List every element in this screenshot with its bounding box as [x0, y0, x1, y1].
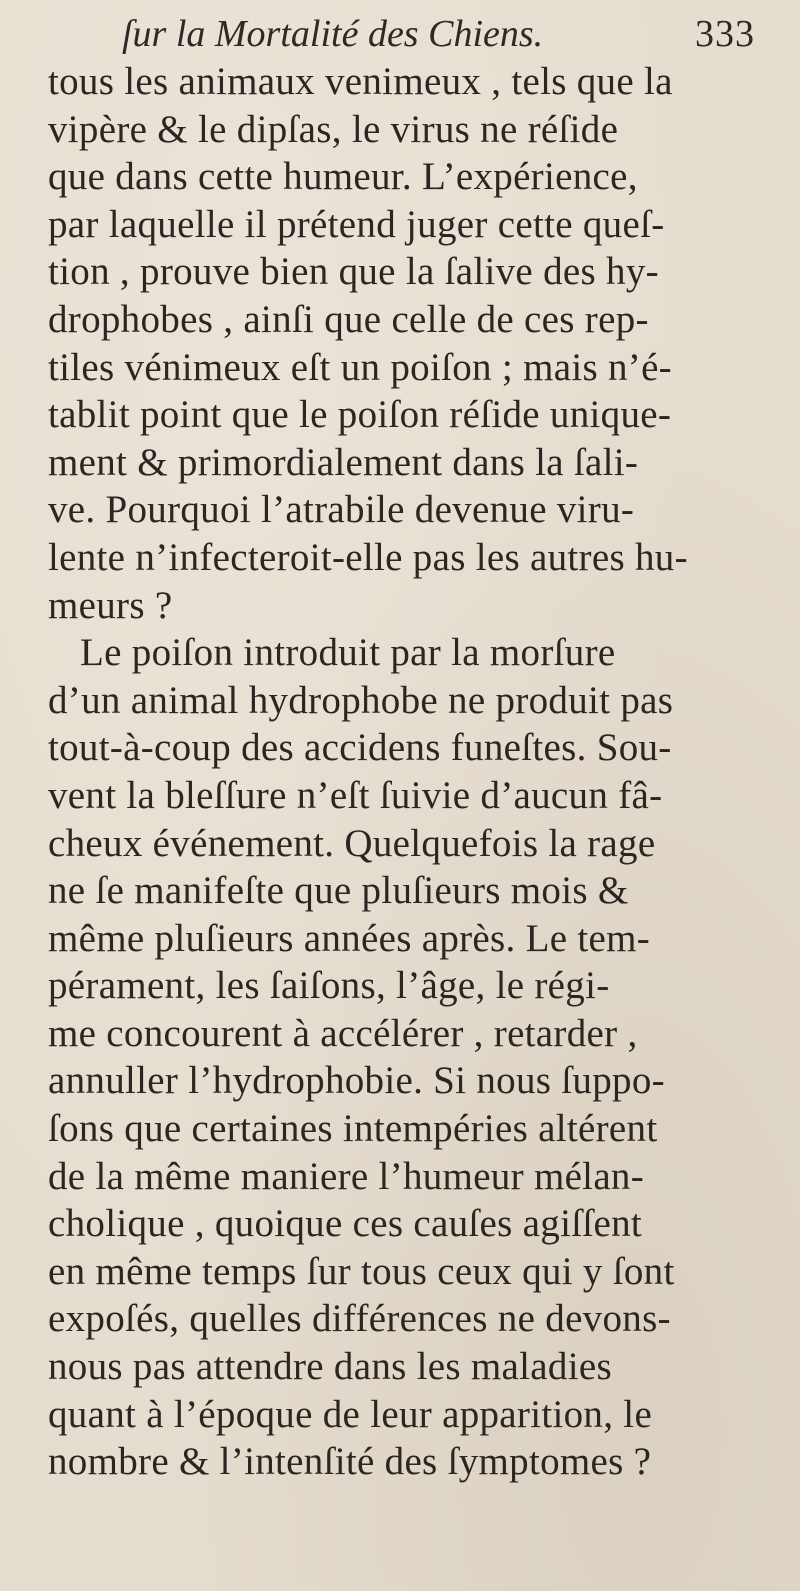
text-line: pérament, les ſaiſons, l’âge, le régi-	[48, 964, 610, 1008]
text-line: drophobes , ainſi que celle de ces rep-	[48, 297, 649, 341]
paragraph-start-line: Le poiſon introduit par la morſure	[80, 631, 616, 675]
text-line: annuller l’hydrophobie. Si nous ſuppo-	[48, 1059, 665, 1103]
running-title: ſur la Mortalité des Chiens.	[122, 13, 544, 55]
text-line: nous pas attendre dans les maladies	[48, 1345, 612, 1389]
running-head	[110, 12, 800, 56]
text-line: ſons que certaines intempéries altérent	[48, 1107, 658, 1151]
text-line: ne ſe manifeſte que pluſieurs mois &	[48, 869, 629, 913]
text-line: ve. Pourquoi l’atrabile devenue viru-	[48, 488, 635, 532]
text-line: vipère & le dipſas, le virus ne réſide	[48, 107, 619, 151]
text-line: tablit point que le poiſon réſide unique-	[48, 393, 672, 437]
text-line: tion , prouve bien que la ſalive des hy-	[48, 250, 659, 294]
text-line: nombre & l’intenſité des ſymptomes ?	[48, 1440, 652, 1484]
text-line: meurs ?	[48, 583, 173, 627]
page-number: 333	[695, 13, 755, 55]
text-line: par laquelle il prétend juger cette queſ-	[48, 202, 665, 246]
text-line: même pluſieurs années après. Le tem-	[48, 916, 651, 960]
text-line: d’un animal hydrophobe ne produit pas	[48, 678, 674, 722]
text-line: en même temps ſur tous ceux qui y ſont	[48, 1249, 675, 1293]
text-line: tous les animaux venimeux , tels que la	[48, 60, 673, 103]
text-line: ment & primordialement dans la ſali-	[48, 440, 639, 484]
body-text	[48, 58, 788, 1486]
text-line: lente n’infecteroit-elle pas les autres hu-	[48, 535, 688, 579]
text-line: de la même maniere l’humeur mélan-	[48, 1154, 645, 1198]
text-line: cholique , quoique ces cauſes agiſſent	[48, 1202, 643, 1246]
text-line: vent la bleſſure n’eſt ſuivie d’aucun fâ-	[48, 773, 663, 817]
text-line: tiles vénimeux eſt un poiſon ; mais n’é-	[48, 345, 672, 389]
text-line: me concourent à accélérer , retarder ,	[48, 1011, 638, 1055]
text-line: cheux événement. Quelquefois la rage	[48, 821, 656, 865]
text-line: expoſés, quelles différences ne devons-	[48, 1297, 671, 1341]
text-line: tout-à-coup des accidens funeſtes. Sou-	[48, 726, 672, 770]
text-line: quant à l’époque de leur apparition, le	[48, 1392, 653, 1436]
text-line: que dans cette humeur. L’expérience,	[48, 155, 638, 199]
